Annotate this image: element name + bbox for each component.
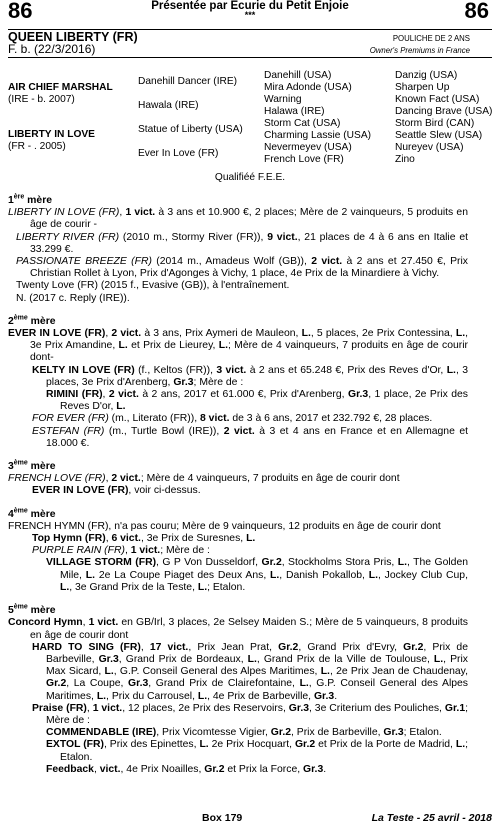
produce-entry: EVER IN LOVE (FR), voir ci-dessus. xyxy=(32,485,201,497)
produce-entry: PASSIONATE BREEZE (FR) (2014 m., Amadeus Wolf (GB)), 2 vict. à 2 ans et 27.450 €, Prix Christian Rollet à Lyon, Prix d'Agonges à Vichy, 1 place, 4e Prix de la Minardiere à Vichy. xyxy=(16,256,468,280)
footer-place-date: La Teste - 25 avril - 2018 xyxy=(371,812,492,824)
horse-name: QUEEN LIBERTY (FR) xyxy=(8,30,138,44)
sire-info: (IRE - b. 2007) xyxy=(8,94,75,105)
section-heading: 3ème mère xyxy=(8,459,56,473)
dam-info: (FR - . 2005) xyxy=(8,141,66,152)
horse-sex-age: POULICHE DE 2 ANS xyxy=(392,34,470,43)
header-rule-bottom xyxy=(8,57,492,58)
pedigree-gen3: Warning xyxy=(264,94,302,105)
section-heading: 2ème mère xyxy=(8,314,56,327)
qualification-line: Qualifiéé F.E.E. xyxy=(214,172,286,183)
produce-entry: Twenty Love (FR) (2015 f., Evasive (GB)), à l'entraînement. xyxy=(16,280,290,292)
pedigree-gen4: Danzig (USA) xyxy=(395,70,458,81)
pedigree-gen3: Danehill (USA) xyxy=(264,70,332,81)
pedigree-gen3: Storm Cat (USA) xyxy=(264,118,341,129)
pedigree-gen2: Hawala (IRE) xyxy=(138,100,199,111)
pedigree-gen3: French Love (FR) xyxy=(264,154,344,165)
pedigree-gen4: Seattle Slew (USA) xyxy=(395,130,483,141)
presenter-line: Présentée par Ecurie du Petit Enjoie xyxy=(151,0,349,12)
footer-box-number: Box 179 xyxy=(202,812,243,824)
produce-entry: ESTEFAN (FR) (m., Turtle Bowl (IRE)), 2 vict. à 3 et 4 ans en France et en Allemagne et 18.000 €. xyxy=(32,425,468,449)
stars-mark: *** xyxy=(244,10,256,20)
produce-entry: LIBERTY IN LOVE (FR), 1 vict. à 3 ans et 10.900 €, 2 places; Mère de 2 vainqueurs, 5 produits en âge de courir - xyxy=(8,207,468,231)
lot-number-left: 86 xyxy=(8,0,33,23)
produce-entry: HARD TO SING (FR), 17 vict., Prix Jean Prat, Gr.2, Grand Prix d'Evry, Gr.2, Prix de Barbeville, Gr.3, Grand Prix de Bordeaux, L., Grand Prix de la Ville de Toulouse, L., Prix Max Sicard, L., G.P. Conseil General des Alpes Maritimes, L., 2e Prix Jean de Chaudenay, Gr.2, La Coupe, Gr.3, Grand Prix de Clairefontaine, L., G.P. Conseil General des Alpes Maritimes, L., Prix du Carrousel, L., 4e Prix de Barbeville, Gr.3. xyxy=(32,641,469,702)
pedigree-gen3: Halawa (IRE) xyxy=(264,106,325,117)
lot-number-right: 86 xyxy=(464,0,489,23)
pedigree-gen2: Danehill Dancer (IRE) xyxy=(138,76,238,87)
produce-entry: PURPLE RAIN (FR), 1 vict.; Mère de : xyxy=(32,545,210,557)
pedigree-gen4: Storm Bird (CAN) xyxy=(395,118,475,129)
produce-entry: EVER IN LOVE (FR), 2 vict. à 3 ans, Prix Aymeri de Mauleon, L., 5 places, 2e Prix Contessina, L., 3e Prix Amandine, L. et Prix de Lieurey, L.; Mère de 4 vainqueurs, 7 produits en âge de courir dont- xyxy=(8,328,468,364)
pedigree-gen4: Dancing Brave (USA) xyxy=(395,106,493,117)
produce-entry: FRENCH HYMN (FR), n'a pas couru; Mère de 9 vainqueurs, 12 produits en âge de courir dont xyxy=(8,520,441,532)
pedigree-gen4: Zino xyxy=(395,154,415,165)
produce-entry: Concord Hymn, 1 vict. en GB/Irl, 3 places, 2e Selsey Maiden S.; Mère de 5 vainqueurs, 8 produits en âge de courir dont xyxy=(8,617,468,641)
produce-entry: LIBERTY RIVER (FR) (2010 m., Stormy River (FR)), 9 vict., 21 places de 4 à 6 ans en Italie et 33.299 €. xyxy=(16,231,468,255)
dam-name: LIBERTY IN LOVE xyxy=(8,129,95,140)
pedigree-gen4: Nureyev (USA) xyxy=(395,142,464,153)
owner-premiums: Owner's Premiums in France xyxy=(369,46,470,55)
produce-entry: EXTOL (FR), Prix des Epinettes, L. 2e Prix Hocquart, Gr.2 et Prix de la Porte de Madrid, L.; Etalon. xyxy=(46,739,468,763)
pedigree-gen4: Sharpen Up xyxy=(395,82,450,93)
produce-entry: N. (2017 c. Reply (IRE)). xyxy=(16,292,130,304)
produce-entry: FRENCH LOVE (FR), 2 vict.; Mère de 4 vainqueurs, 7 produits en âge de courir dont xyxy=(8,473,400,485)
pedigree-gen3: Mira Adonde (USA) xyxy=(264,82,352,93)
section-heading: 5ème mère xyxy=(8,603,56,617)
produce-entry: COMMENDABLE (IRE), Prix Vicomtesse Vigier, Gr.2, Prix de Barbeville, Gr.3; Etalon. xyxy=(46,727,442,739)
pedigree-gen3: Nevermeyev (USA) xyxy=(264,142,352,153)
pedigree-gen2: Ever In Love (FR) xyxy=(138,148,219,159)
section-heading: 1ère mère xyxy=(8,193,53,206)
produce-entry: KELTY IN LOVE (FR) (f., Keltos (FR)), 3 vict. à 2 ans et 65.248 €, Prix des Reves d'Or, L., 3 places, 3e Prix d'Arenberg, Gr.3; Mère de : xyxy=(32,364,468,388)
produce-entry: FOR EVER (FR) (m., Literato (FR)), 8 vict. de 3 à 6 ans, 2017 et 232.792 €, 28 places. xyxy=(32,413,433,425)
horse-coat-birth: F. b. (22/3/2016) xyxy=(8,42,96,56)
pedigree-gen3: Charming Lassie (USA) xyxy=(264,130,372,141)
produce-entry: Praise (FR), 1 vict., 12 places, 2e Prix des Reservoirs, Gr.3, 3e Criterium des Pouliches, Gr.1; Mère de : xyxy=(32,702,468,726)
pedigree-gen2: Statue of Liberty (USA) xyxy=(138,124,243,135)
section-heading: 4ème mère xyxy=(8,507,56,520)
sire-name: AIR CHIEF MARSHAL xyxy=(8,82,113,93)
produce-entry: Top Hymn (FR), 6 vict., 3e Prix de Suresnes, L. xyxy=(32,533,256,545)
produce-entry: VILLAGE STORM (FR), G P Von Dusseldorf, Gr.2, Stockholms Stora Pris, L., The Golden Mile, L. 2e La Coupe Piaget des Deux Ans, L., Danish Pokallob, L., Jockey Club Cup, L., 3e Grand Prix de la Teste, L.; Etalon. xyxy=(46,557,468,593)
produce-entry: RIMINI (FR), 2 vict. à 2 ans, 2017 et 61.000 €, Prix d'Arenberg, Gr.3, 1 place, 2e Prix des Reves D'or, L. xyxy=(46,389,468,413)
produce-record xyxy=(8,195,468,776)
produce-entry: Feedback, vict., 4e Prix Noailles, Gr.2 et Prix la Force, Gr.3. xyxy=(46,763,327,775)
pedigree-gen4: Known Fact (USA) xyxy=(395,94,480,105)
